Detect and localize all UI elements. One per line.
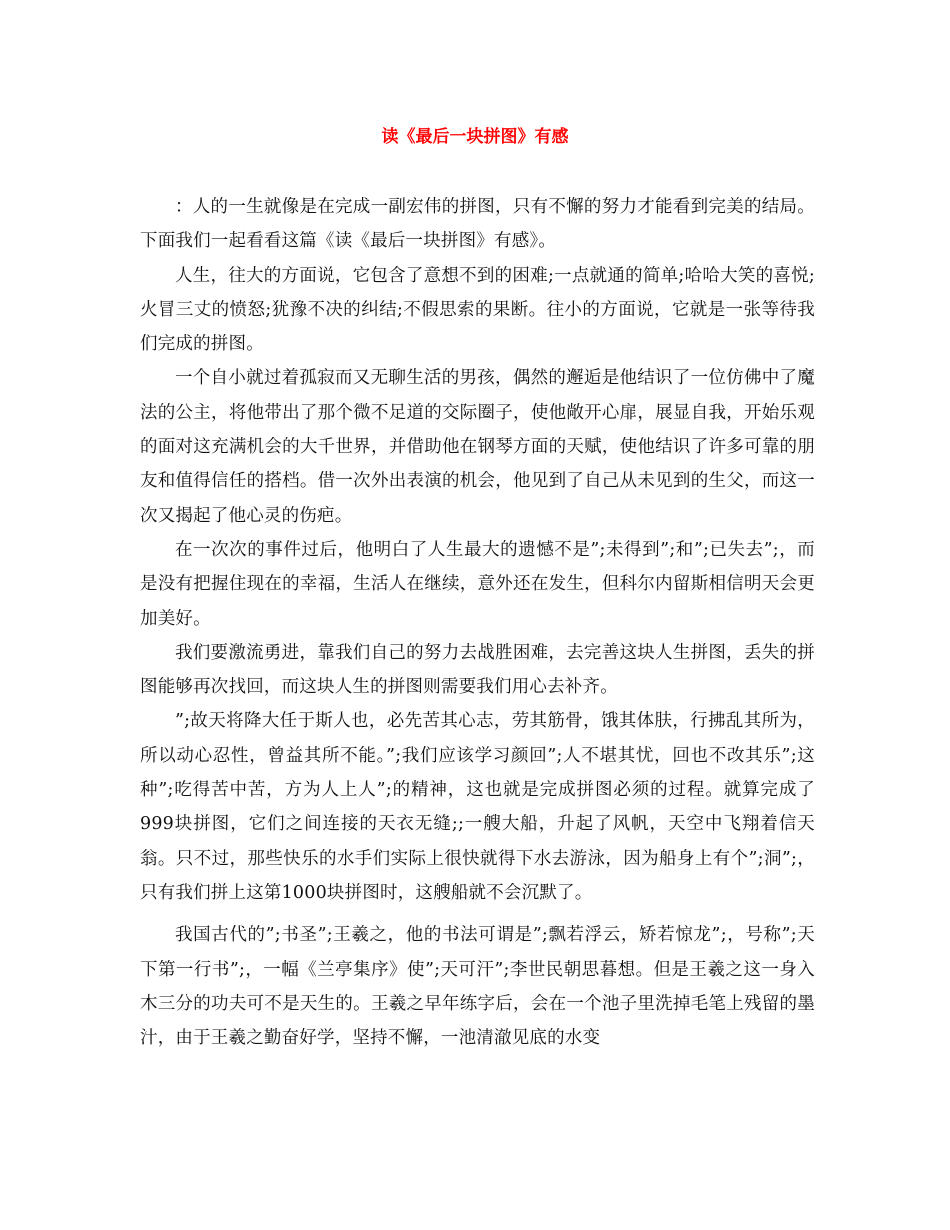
paragraph-wang-xizhi: 我国古代的”;书圣”;王羲之，他的书法可谓是”;飘若浮云，矫若惊龙”;，号称”;天下第一行书”;，一幅《兰亭集序》使”;天可汗”;李世民朝思暮想。但是王羲之这一身入木三分的功夫可不是天生的。王羲之早年练字后，会在一个池子里洗掉毛笔上残留的墨汁，由于王羲之勤奋好学，坚持不懈，一池清澈见底的水变 [140,925,815,1049]
paragraph-courage: 我们要激流勇进，靠我们自己的努力去战胜困难，去完善这块人生拼图，丢失的拼图能够再次找回，而这块人生的拼图则需要我们用心去补齐。 [140,642,815,698]
paragraph-regret: 在一次次的事件过后，他明白了人生最大的遗憾不是”;未得到”;和”;已失去”;，而是没有把握住现在的幸福，生活人在继续，意外还在发生，但科尔内留斯相信明天会更加美好。 [140,539,815,629]
paragraph-hardship: ”;故天将降大任于斯人也，必先苦其心志，劳其筋骨，饿其体肤，行拂乱其所为，所以动心忍性，曾益其所不能。”;我们应该学习颜回”;人不堪其忧，回也不改其乐”;这种”;吃得苦中苦，方为人上人”;的精神，这也就是完成拼图必须的过程。就算完成了999块拼图，它们之间连接的天衣无缝;;一艘大船，升起了风帆，天空中飞翔着信天翁。只不过，那些快乐的水手们实际上很快就得下水去游泳，因为船身上有个”;洞”;，只有我们拼上这第1000块拼图时，这艘船就不会沉默了。 [140,711,815,903]
paragraph-intro: ：人的一生就像是在完成一副宏伟的拼图，只有不懈的努力才能看到完美的结局。下面我们一起看看这篇《读《最后一块拼图》有感》。 [140,197,815,252]
paragraph-life: 人生，往大的方面说，它包含了意想不到的困难;一点就通的简单;哈哈大笑的喜悦;火冒三丈的愤怒;犹豫不决的纠结;不假思索的果断。往小的方面说，它就是一张等待我们完成的拼图。 [140,265,815,355]
paragraph-boy-story: 一个自小就过着孤寂而又无聊生活的男孩，偶然的邂逅是他结识了一位仿佛中了魔法的公主，将他带出了那个微不足道的交际圈子，使他敞开心扉，展显自我，开始乐观的面对这充满机会的大千世界，并借助他在钢琴方面的天赋，使他结识了许多可靠的朋友和值得信任的搭档。借一次外出表演的机会，他见到了自己从未见到的生父，而这一次又揭起了他心灵的伤疤。 [140,368,815,526]
document-body [140,190,815,1055]
document-title: 读《最后一块拼图》有感 [381,127,569,147]
